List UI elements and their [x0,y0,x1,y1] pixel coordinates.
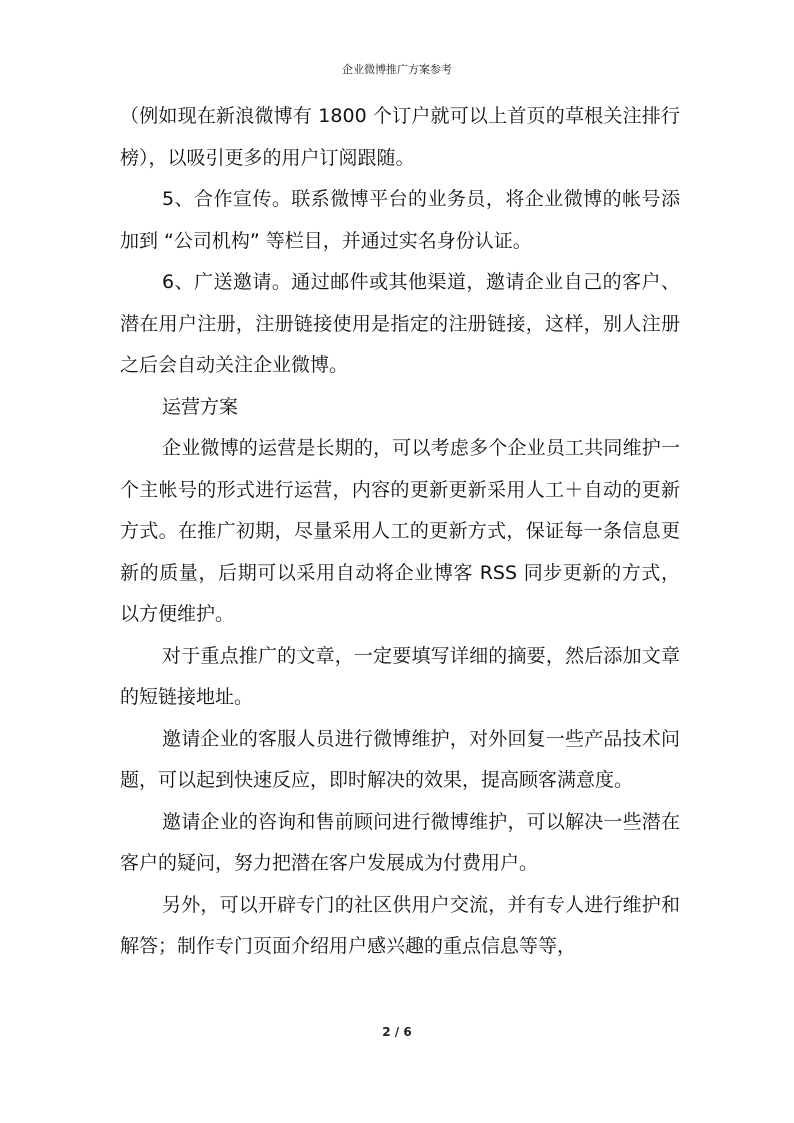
paragraph-5: 企业微博的运营是长期的，可以考虑多个企业员工共同维护一个主帐号的形式进行运营，内容的更新更新采用人工＋自动的更新方式。在推广初期，尽量采用人工的更新方式，保证每一条信息更新的质量，后期可以采用自动将企业博客 RSS 同步更新的方式，以方便维护。 [120,437,680,625]
paragraph-2: 5、合作宣传。联系微博平台的业务员，将企业微博的帐号添加到 “公司机构” 等栏目，并通过实名身份认证。 [120,188,680,252]
paragraph-1: （例如现在新浪微博有 1800 个订户就可以上首页的草根关注排行榜），以吸引更多的用户订阅跟随。 [120,105,680,169]
paragraph-7: 邀请企业的客服人员进行微博维护，对外回复一些产品技术问题，可以起到快速反应，即时解决的效果，提高顾客满意度。 [120,727,680,791]
paragraph-8: 邀请企业的咨询和售前顾问进行微博维护，可以解决一些潜在客户的疑问，努力把潜在客户发展成为付费用户。 [120,810,680,874]
section-heading: 运营方案 [162,395,239,418]
paragraph-6: 对于重点推广的文章，一定要填写详细的摘要，然后添加文章的短链接地址。 [120,644,680,708]
paragraph-9: 另外，可以开辟专门的社区供用户交流，并有专人进行维护和解答；制作专门页面介绍用户感兴趣的重点信息等等， [120,893,680,957]
document-body [120,96,680,968]
page-number: 2 / 6 [382,1025,412,1039]
paragraph-3: 6、广送邀请。通过邮件或其他渠道，邀请企业自己的客户、潜在用户注册，注册链接使用是指定的注册链接，这样，别人注册之后会自动关注企业微博。 [120,271,680,376]
page-header-title: 企业微博推广方案参考 [342,63,452,76]
